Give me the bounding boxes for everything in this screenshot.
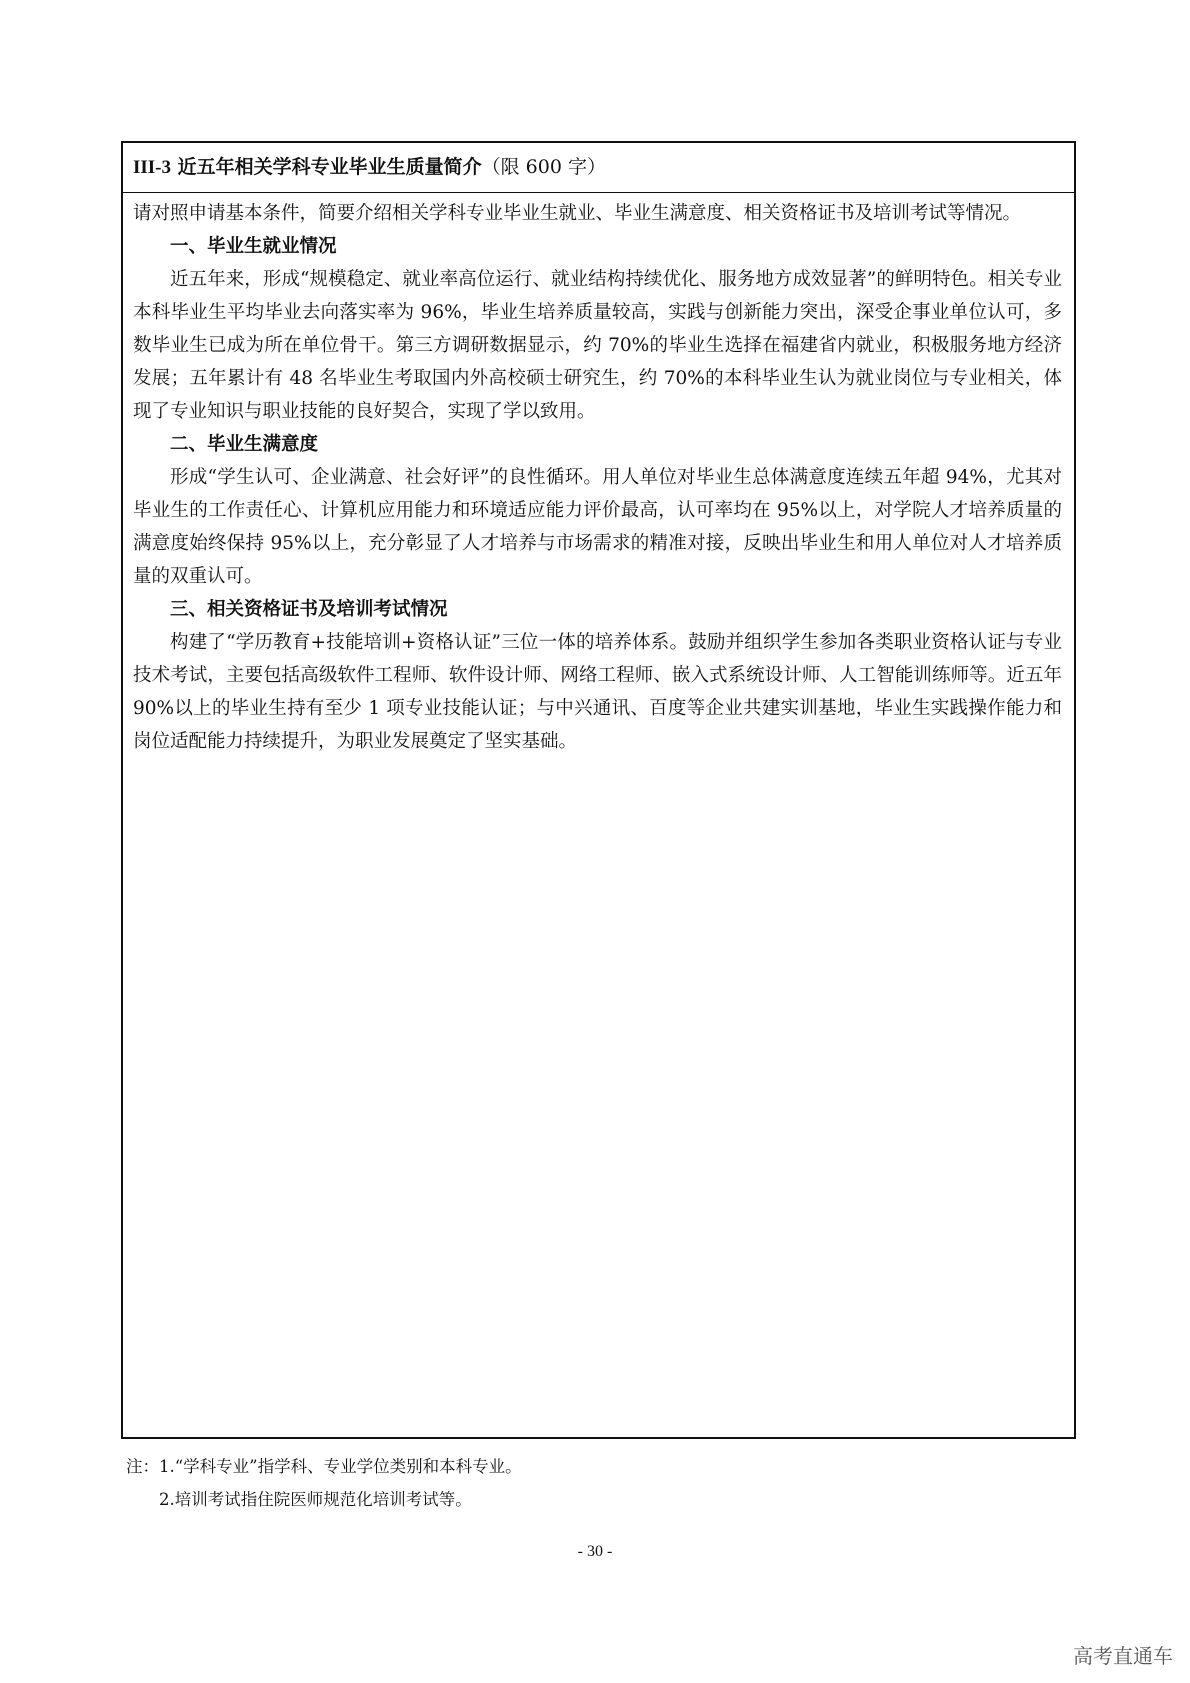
section-body-satisfaction: 形成“学生认可、企业满意、社会好评”的良性循环。用人单位对毕业生总体满意度连续五年超 94%，尤其对毕业生的工作责任心、计算机应用能力和环境适应能力评价最高，认可率均在 95%以上，对学院人才培养质量的满意度始终保持 95%以上，充分彰显了人才培养与市场需求的精准对接，反映出毕业生和用人单位对人才培养质量的双重认可。 (133, 467, 1062, 587)
section-heading-certification: 三、相关资格证书及培训考试情况 (170, 599, 448, 620)
section-title: 近五年相关学科专业毕业生质量简介 (171, 156, 482, 178)
form-header (123, 143, 1074, 193)
footnotes (126, 1450, 522, 1516)
form-body (123, 193, 1074, 758)
instruction-text: 请对照申请基本条件，简要介绍相关学科专业毕业生就业、毕业生满意度、相关资格证书及培训考试等情况。 (133, 203, 1022, 224)
section-code: III-3 (133, 157, 172, 178)
page-number: - 30 - (577, 1543, 613, 1560)
section-body-employment: 近五年来，形成“规模稳定、就业率高位运行、就业结构持续优化、服务地方成效显著”的鲜明特色。相关专业本科毕业生平均毕业去向落实率为 96%，毕业生培养质量较高，实践与创新能力突出，深受企事业单位认可，多数毕业生已成为所在单位骨干。第三方调研数据显示，约 70%的毕业生选择在福建省内就业，积极服务地方经济发展；五年累计有 48 名毕业生考取国内外高校硕士研究生，约 70%的本科毕业生认为就业岗位与专业相关，体现了专业知识与职业技能的良好契合，实现了学以致用。 (133, 269, 1062, 422)
form-table (121, 141, 1076, 1439)
watermark-text: 高考直通车 (1073, 1644, 1173, 1668)
footnote-2: 2.培训考试指住院医师规范化培训考试等。 (159, 1490, 472, 1509)
section-heading-satisfaction: 二、毕业生满意度 (170, 434, 319, 455)
section-heading-employment: 一、毕业生就业情况 (170, 236, 337, 257)
section-body-certification: 构建了“学历教育+技能培训+资格认证”三位一体的培养体系。鼓励并组织学生参加各类职业资格认证与专业技术考试，主要包括高级软件工程师、软件设计师、网络工程师、嵌入式系统设计师、人工智能训练师等。近五年 90%以上的毕业生持有至少 1 项专业技能认证；与中兴通讯、百度等企业共建实训基地，毕业生实践操作能力和岗位适配能力持续提升，为职业发展奠定了坚实基础。 (133, 632, 1062, 752)
footnote-1: 注：1.“学科专业”指学科、专业学位类别和本科专业。 (126, 1457, 522, 1476)
word-limit-note: （限 600 字） (481, 156, 606, 178)
